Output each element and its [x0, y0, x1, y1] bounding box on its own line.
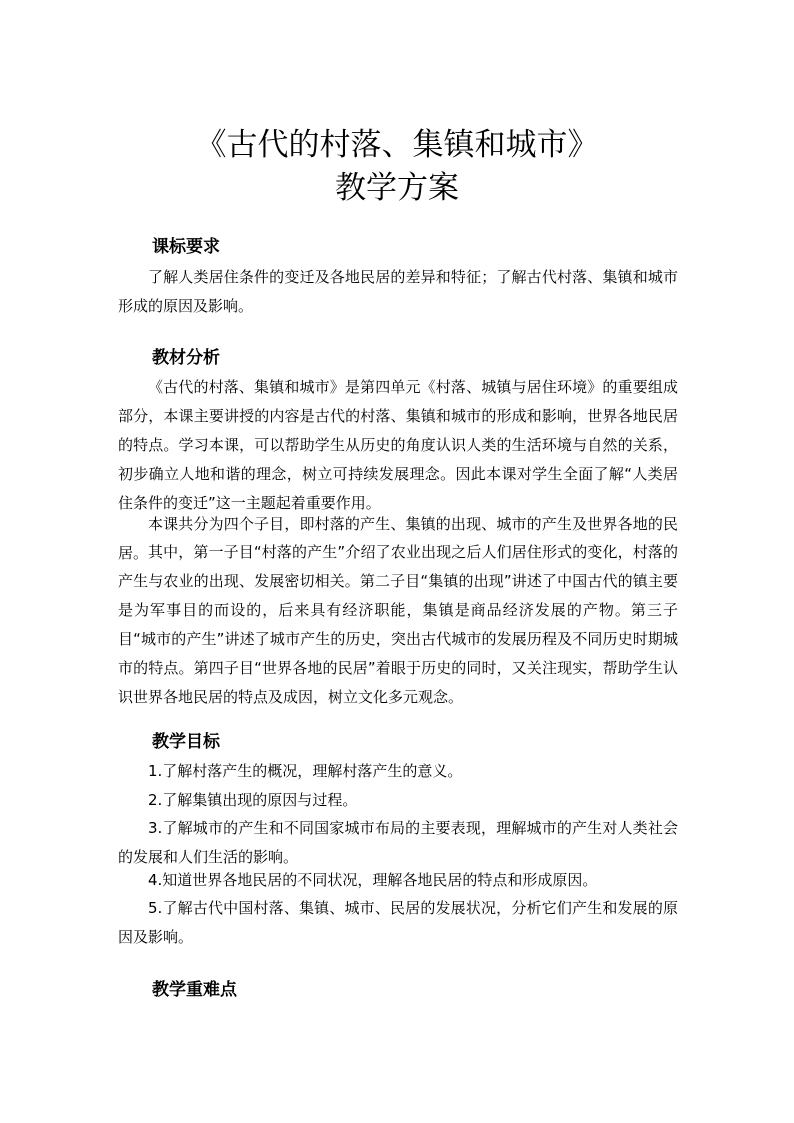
section-heading-analysis: 教材分析: [152, 348, 220, 368]
objective-item-2: 2.了解集镇出现的原因与过程。: [148, 791, 358, 809]
analysis-paragraph-3: 其中，第一子目“村落的产生”介绍了农业出现之后人们居住形式的变化，村落的产生与农业的出现、发展密切相关。第二子目“集镇的出现”讲述了中国古代的镇主要是为军事目的而设的，后来具有经济职能，集镇是商品经济发展的产物。第三子目“城市的产生”讲述了城市产生的历史，突出古代城市的发展历程及不同历史时期城市的特点。第四子目“世界各地的民居”着眼于历史的同时，又关注现实，帮助学生认识世界各地民居的特点及成因，树立文化多元观念。: [118, 543, 678, 706]
document-title: 《古代的村落、集镇和城市》: [195, 127, 599, 163]
section-heading-objectives: 教学目标: [152, 732, 220, 752]
analysis-paragraph-1: 《古代的村落、集镇和城市》是第四单元《村落、城镇与居住环境》的重要组成部分，本课主要讲授的内容是古代的村落、集镇和城市的形成和影响，世界各地民居的特点。学习本课，可以帮助学生从历史的角度认识人类的生活环境与自然的关系，初步确立人地和谐的理念，树立可持续发展理念。因此本课对学生全面了解“人类居住条件的变迁”这一主题起着重要作用。: [118, 378, 678, 512]
objective-item-4: 4.知道世界各地民居的不同状况，理解各地民居的特点和形成原因。: [148, 871, 598, 889]
objective-item-1: 1.了解村落产生的概况，理解村落产生的意义。: [148, 762, 463, 780]
document-subtitle: 教学方案: [335, 170, 459, 206]
section-heading-key-points: 教学重难点: [152, 980, 237, 1000]
objective-item-3: 3.了解城市的产生和不同国家城市布局的主要表现，理解城市的产生对人类社会的发展和人们生活的影响。: [118, 819, 678, 866]
section-heading-standards: 课标要求: [152, 237, 220, 257]
standards-paragraph: 了解人类居住条件的变迁及各地民居的差异和特征；了解古代村落、集镇和城市形成的原因及影响。: [118, 268, 678, 315]
analysis-paragraph-2: 本课共分为四个子目，即村落的产生、集镇的出现、城市的产生及世界各地的民居。: [118, 515, 678, 562]
objective-item-5: 5.了解古代中国村落、集镇、城市、民居的发展状况，分析它们产生和发展的原因及影响。: [118, 899, 678, 946]
